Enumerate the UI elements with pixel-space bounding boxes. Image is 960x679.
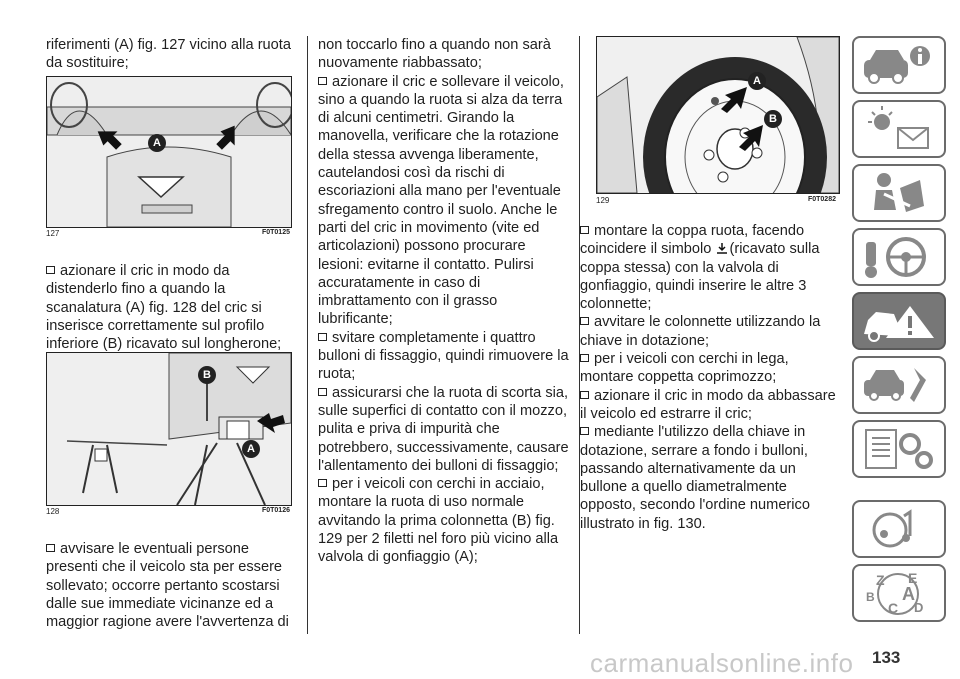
- column-2-intro: non toccarlo fino a quando non sarà nuovamente riabbassato;: [318, 37, 551, 72]
- emergency-car-icon: [854, 294, 944, 348]
- tab-emergency[interactable]: [852, 292, 946, 350]
- light-envelope-icon: [854, 102, 944, 156]
- bullet-item: per i veicoli con cerchi in acciaio, montare la ruota di uso normale avvitando la prima colonnetta (B) fig. 129 per 2 filetti nel foro più vicino alla valvola di gonfiaggio (A);: [318, 476, 559, 566]
- column-1-intro: riferimenti (A) fig. 127 vicino alla ruota da sostituire;: [46, 37, 291, 72]
- bullet-box: [318, 388, 327, 396]
- jack-illustration: [47, 353, 291, 505]
- watermark: carmanualsonline.info: [590, 648, 854, 678]
- column-2: [318, 36, 570, 567]
- tab-dashboard-info[interactable]: [852, 36, 946, 94]
- index-letter: D: [914, 600, 924, 615]
- bullet-item: azionare il cric in modo da abbassare il veicolo ed estrarre il cric;: [580, 387, 836, 422]
- index-letter: E: [908, 570, 918, 586]
- bullet-box: [318, 479, 327, 487]
- tab-index[interactable]: [852, 564, 946, 622]
- valve-symbol-icon: [715, 242, 729, 254]
- figure-128-label-a: A: [242, 440, 260, 458]
- figure-128-number: 128: [46, 507, 60, 516]
- figure-129-number: 129: [596, 196, 610, 205]
- car-wrench-icon: [854, 358, 944, 412]
- bullet-item: svitare completamente i quattro bulloni di fissaggio, quindi rimuovere la ruota;: [318, 329, 569, 383]
- tab-safety[interactable]: [852, 164, 946, 222]
- bullet-box: [46, 266, 55, 274]
- index-letter: Z: [876, 572, 885, 588]
- figure-129-label-a: A: [748, 72, 766, 90]
- column-3: [580, 222, 836, 533]
- tab-starting-driving[interactable]: [852, 228, 946, 286]
- car-underbody-illustration: [47, 77, 291, 227]
- page-number: 133: [872, 648, 901, 667]
- index-letter: C: [888, 600, 899, 616]
- bullet-box: [580, 427, 589, 435]
- bullet-box: [318, 333, 327, 341]
- bullet-box: [580, 317, 589, 325]
- figure-129: [596, 36, 840, 212]
- tab-technical-data[interactable]: [852, 420, 946, 478]
- bullet-box: [318, 77, 327, 85]
- bullet-item: montare la coppa ruota, facendo coincidere il simbolo (ricavato sulla coppa stessa) con la valvola di gonfiaggio, quindi inserire le altre 3 colonnette;: [580, 223, 820, 313]
- figure-127-label-a: A: [148, 134, 166, 152]
- wheel-illustration: [597, 37, 839, 193]
- tab-lights-messages[interactable]: [852, 100, 946, 158]
- column-divider-1: [307, 36, 308, 634]
- bullet-box: [580, 391, 589, 399]
- index-letter: B: [866, 590, 875, 604]
- figure-128-code: F0T0126: [261, 507, 290, 514]
- index-letter: A: [902, 584, 915, 604]
- bullet-item: avvisare le eventuali persone presenti che il veicolo sta per essere sollevato; occorre pertanto scostarsi dalle sue immediate vicinanze ed a maggior ragione avere l'avvertenza di: [46, 541, 289, 631]
- figure-127: [46, 76, 292, 246]
- bullet-item: azionare il cric in modo da distenderlo fino a quando la scanalatura (A) fig. 128 del cric si inserisce correttamente sul profilo inferiore (B) ricavato sul longherone;: [46, 263, 282, 353]
- figure-128-label-b: B: [198, 366, 216, 384]
- car-info-icon: [854, 38, 944, 92]
- tab-multimedia[interactable]: [852, 500, 946, 558]
- figure-127-number: 127: [46, 229, 60, 238]
- tab-maintenance[interactable]: [852, 356, 946, 414]
- bullet-item: avvitare le colonnette utilizzando la chiave in dotazione;: [580, 314, 821, 349]
- column-1: [46, 36, 298, 73]
- bullet-item: per i veicoli con cerchi in lega, montare coppetta coprimozzo;: [580, 351, 789, 386]
- figure-127-code: F0T0125: [261, 229, 290, 236]
- column-1-bullets-2: [46, 540, 298, 631]
- bullet-item: azionare il cric e sollevare il veicolo, sino a quando la ruota si alza da terra di alcuni centimetri. Girando la manovella, verificare che la rotazione della stessa avvenga liberamente, cautelandosi così da rischi di escoriazioni alla mano per l'eventuale sfregamento contro il suolo. Anche le parti del cric in movimento (vite ed articolazioni) possono procurare lesioni: evitarne il contatto. Pulirsi accuratamente in caso di imbrattamento con il grasso lubrificante;: [318, 73, 564, 328]
- figure-128: [46, 352, 292, 524]
- figure-129-code: F0T0282: [807, 196, 836, 203]
- document-gears-icon: [854, 422, 944, 476]
- seat-airbag-icon: [854, 166, 944, 220]
- figure-129-label-b: B: [764, 110, 782, 128]
- column-1-bullets: [46, 262, 298, 353]
- bullet-item: assicurarsi che la ruota di scorta sia, sulle superfici di contatto con il mozzo, pulita e priva di impurità che potrebbero, successivamente, causare l'allentamento dei bulloni di fissaggio;: [318, 384, 569, 474]
- bullet-item: mediante l'utilizzo della chiave in dotazione, serrare a fondo i bulloni, passando alternativamente da un bullone a quello diametralmente opposto, secondo l'ordine numerico illustrato in fig. 130.: [580, 424, 810, 532]
- key-wheel-icon: [854, 230, 944, 284]
- bullet-box: [580, 354, 589, 362]
- bullet-box: [580, 226, 589, 234]
- multimedia-icon: [854, 502, 944, 556]
- bullet-box: [46, 544, 55, 552]
